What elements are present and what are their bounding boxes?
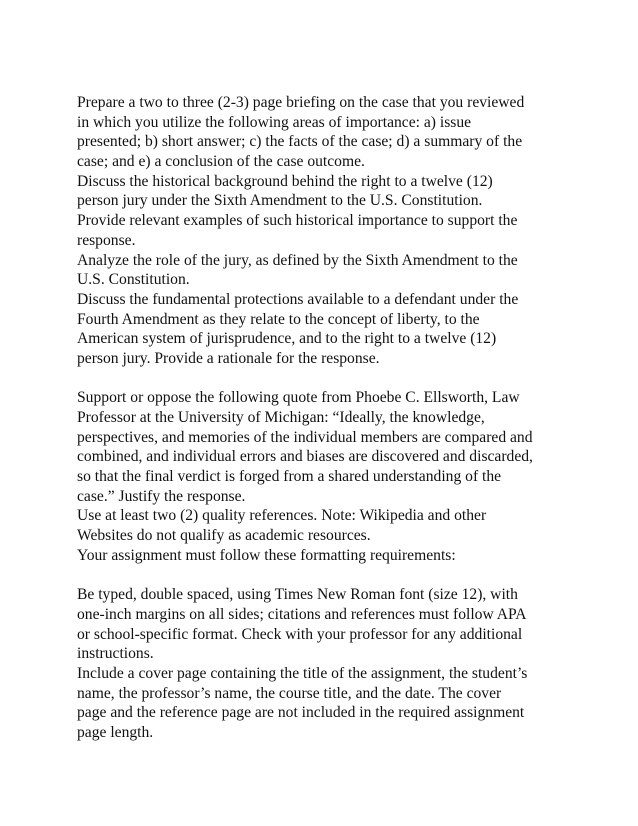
text-line: Professor at the University of Michigan: “Ideally, the knowledge, [77, 409, 485, 426]
text-line: person jury under the Sixth Amendment to the U.S. Constitution. [77, 192, 483, 210]
text-line: Use at least two (2) quality references. Note: Wikipedia and other [77, 507, 487, 525]
text-line: Fourth Amendment as they relate to the concept of liberty, to the [77, 310, 480, 328]
text-line: Support or oppose the following quote from Phoebe C. Ellsworth, Law [77, 389, 520, 407]
text-line: Your assignment must follow these formatting requirements: [77, 546, 456, 564]
text-line: or school-specific format. Check with your professor for any additional [77, 625, 523, 643]
text-line: Discuss the fundamental protections available to a defendant under the [77, 290, 519, 308]
text-line: U.S. Constitution. [77, 271, 190, 289]
paragraph-fundamental-protections-task [77, 290, 567, 369]
text-line: so that the final verdict is forged from a shared understanding of the [77, 468, 502, 486]
text-line: instructions. [77, 645, 154, 663]
paragraph-ellsworth-quote-task [77, 388, 567, 506]
text-line: presented; b) short answer; c) the facts of the case; d) a summary of the [77, 133, 523, 151]
text-line: Discuss the historical background behind the right to a twelve (12) [77, 172, 493, 190]
text-line: one-inch margins on all sides; citations and references must follow APA [77, 605, 527, 623]
text-line: page and the reference page are not included in the required assignment [77, 704, 525, 722]
paragraph-jury-role-task [77, 251, 567, 290]
paragraph-blank-1 [77, 369, 567, 389]
text-line: name, the professor’s name, the course title, and the date. The cover [77, 684, 502, 702]
paragraph-formatting-intro [77, 546, 567, 566]
document-body [77, 93, 567, 743]
paragraph-briefing-instructions [77, 93, 567, 172]
text-line: American system of jurisprudence, and to the right to a twelve (12) [77, 330, 497, 348]
text-line: person jury. Provide a rationale for the response. [77, 349, 380, 367]
paragraph-cover-page-requirement [77, 664, 567, 743]
text-line: response. [77, 231, 136, 249]
paragraph-blank-2 [77, 566, 567, 586]
text-line: Analyze the role of the jury, as defined by the Sixth Amendment to the [77, 251, 518, 269]
paragraph-references-requirement [77, 506, 567, 545]
text-line: Provide relevant examples of such historical importance to support the [77, 212, 518, 230]
text-line: Websites do not qualify as academic resources. [77, 527, 371, 545]
paragraph-historical-background-task [77, 172, 567, 251]
text-line: perspectives, and memories of the individual members are compared and [77, 428, 533, 446]
text-line: Be typed, double spaced, using Times New Roman font (size 12), with [77, 586, 518, 604]
text-line: Prepare a two to three (2-3) page briefing on the case that you reviewed [77, 94, 525, 111]
text-line: combined, and individual errors and biases are discovered and discarded, [77, 448, 533, 466]
text-line: case; and e) a conclusion of the case outcome. [77, 153, 365, 171]
text-line: Include a cover page containing the title of the assignment, the student’s [77, 664, 528, 682]
text-line: in which you utilize the following areas of importance: a) issue [77, 113, 472, 131]
text-line: case.” Justify the response. [77, 487, 246, 505]
text-line: page length. [77, 724, 154, 741]
paragraph-typing-requirement [77, 585, 567, 664]
